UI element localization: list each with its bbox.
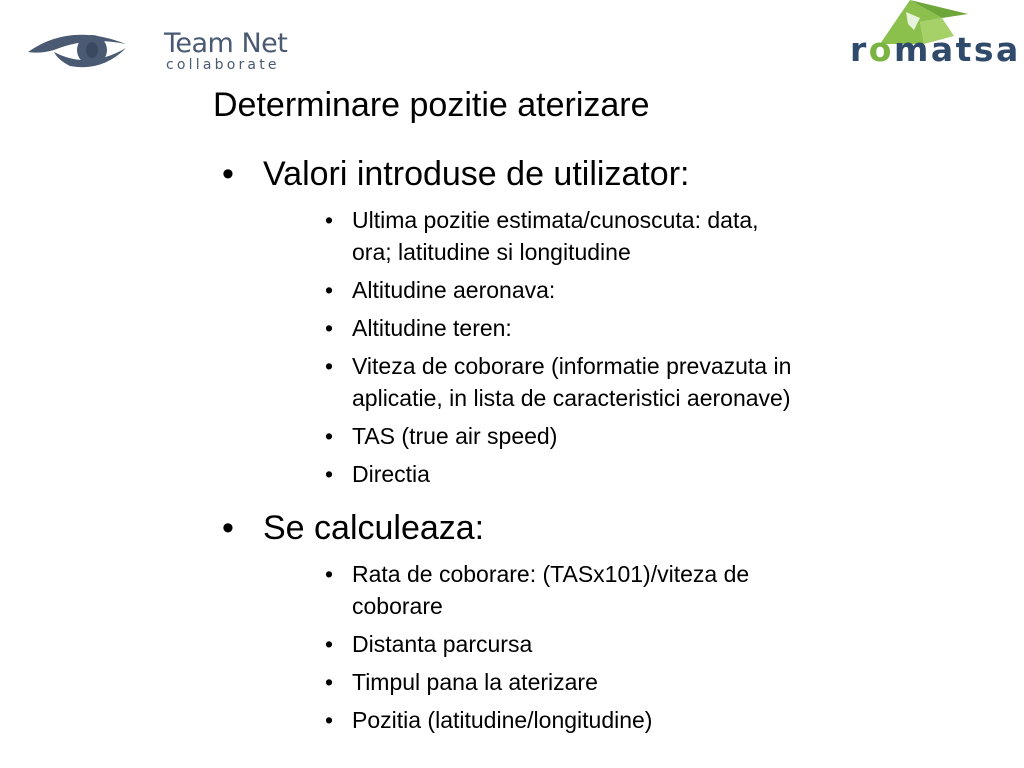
section-heading — [0, 504, 1024, 552]
bullet-icon: • — [222, 155, 234, 193]
slide-title: Determinare pozitie aterizare — [213, 86, 650, 124]
bullet-icon: • — [325, 669, 334, 695]
list-item-text: Altitudine aeronava: — [352, 277, 556, 303]
teamnet-logo — [26, 22, 288, 76]
section-heading-text: Se calculeaza: — [263, 509, 485, 547]
list-item — [0, 274, 802, 306]
list-item-text: Pozitia (latitudine/longitudine) — [352, 707, 653, 733]
list-item — [0, 704, 802, 736]
section-heading — [0, 150, 1024, 198]
list-item-text: Distanta parcursa — [352, 631, 533, 657]
list-item — [0, 628, 802, 660]
list-item-text: Altitudine teren: — [352, 315, 512, 341]
computed-values-list — [0, 558, 1024, 736]
bullet-icon: • — [325, 353, 334, 379]
bullet-icon: • — [325, 461, 334, 487]
romatsa-text-rest: matsa — [893, 30, 1021, 69]
list-item-text: Timpul pana la aterizare — [352, 669, 598, 695]
eye-icon — [26, 26, 128, 72]
bullet-icon: • — [325, 561, 334, 587]
list-item-text: TAS (true air speed) — [352, 423, 558, 449]
section-computed — [0, 504, 1024, 736]
list-item-text: Directia — [352, 461, 430, 487]
list-item-text: Ultima pozitie estimata/cunoscuta: data, ora; latitudine si longitudine — [352, 207, 759, 265]
bullet-icon: • — [222, 509, 234, 547]
list-item — [0, 350, 802, 414]
list-item — [0, 420, 802, 452]
teamnet-tagline: collaborate — [166, 57, 280, 73]
list-item-text: Viteza de coborare (informatie prevazuta in aplicatie, in lista de caracteristici aeronave) — [352, 353, 792, 411]
romatsa-logo — [850, 0, 1024, 70]
list-item — [0, 666, 802, 698]
section-heading-text: Valori introduse de utilizator: — [263, 155, 690, 193]
slide-content — [0, 150, 1024, 750]
section-input-values — [0, 150, 1024, 490]
romatsa-text-o: o — [868, 30, 894, 69]
list-item — [0, 558, 802, 622]
list-item — [0, 204, 802, 268]
bullet-icon: • — [325, 631, 334, 657]
bullet-icon: • — [325, 707, 334, 733]
bullet-icon: • — [325, 423, 334, 449]
bullet-icon: • — [325, 277, 334, 303]
teamnet-wordmark: Team Net — [164, 28, 288, 59]
bullet-icon: • — [325, 315, 334, 341]
bullet-icon: • — [325, 207, 334, 233]
input-values-list — [0, 204, 1024, 490]
romatsa-text-r: r — [850, 30, 869, 69]
list-item-text: Rata de coborare: (TASx101)/viteza de coborare — [352, 561, 750, 619]
list-item — [0, 312, 802, 344]
list-item — [0, 458, 802, 490]
romatsa-wordmark — [850, 30, 1021, 69]
